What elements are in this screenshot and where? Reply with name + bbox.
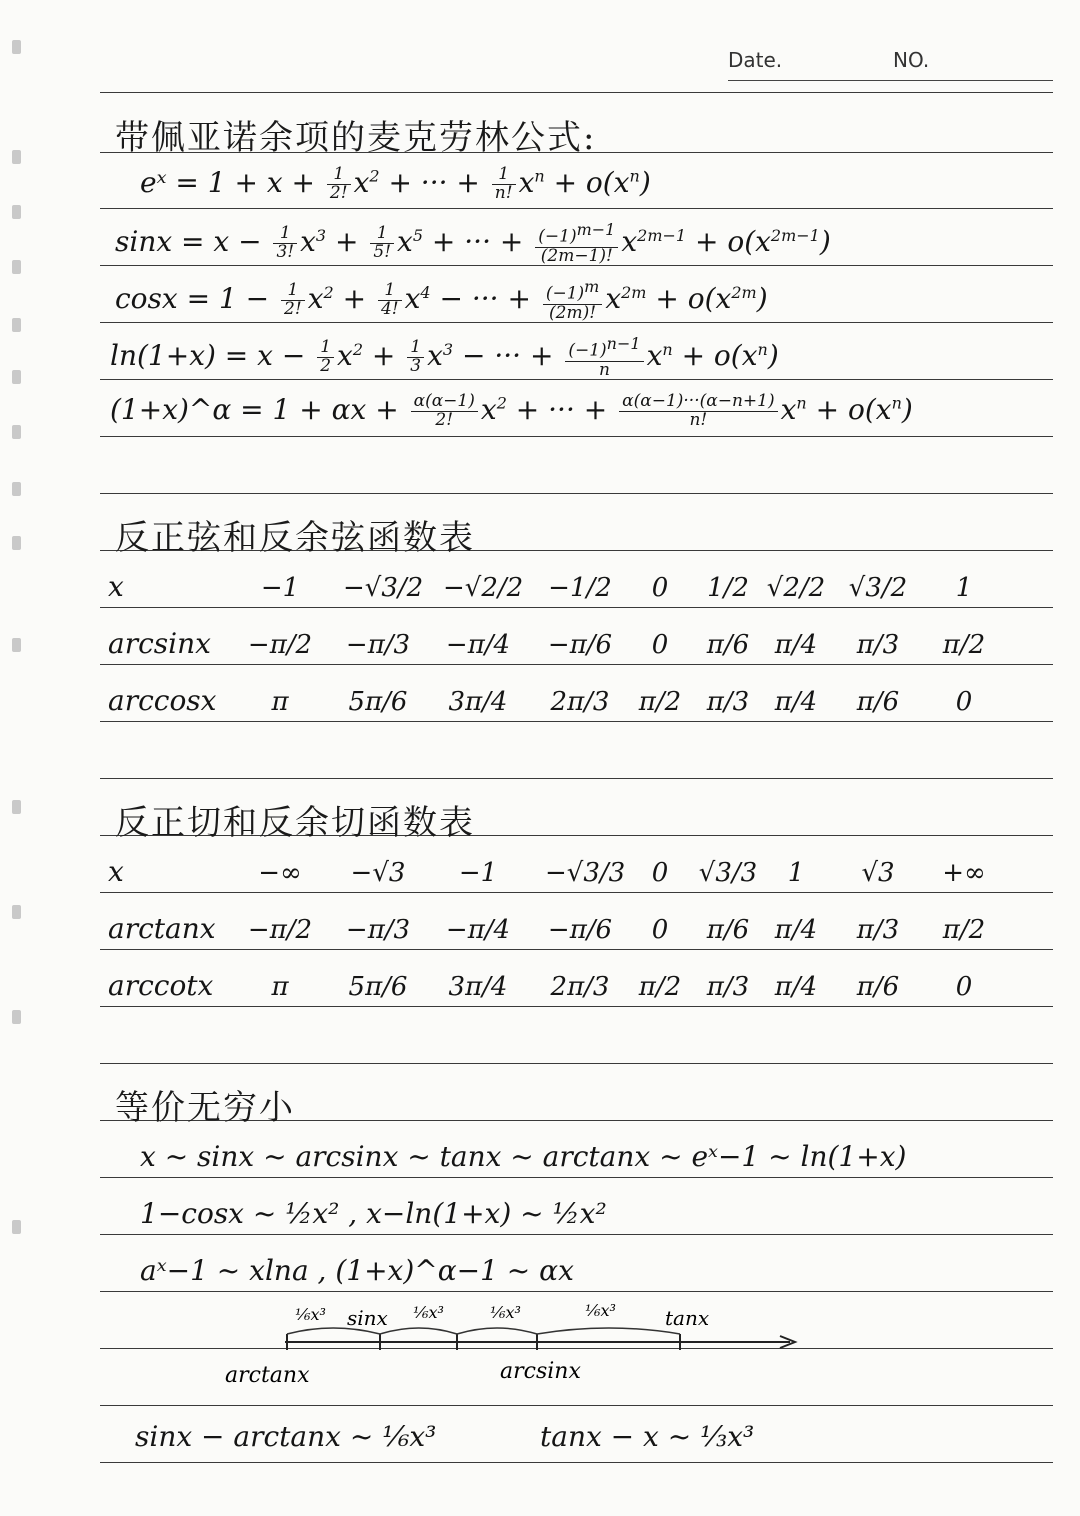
ruled-line	[100, 607, 1053, 608]
table-cell: 0	[651, 915, 669, 945]
table-cell: −√3	[350, 858, 406, 888]
axis-label-below: arctanx	[225, 1363, 310, 1388]
table-cell: −√3/2	[343, 573, 424, 603]
ruled-line	[100, 436, 1053, 437]
table-cell: 1/2	[707, 573, 749, 603]
axis-label-above: ⅙x³	[490, 1303, 521, 1322]
table-cell: −√2/2	[443, 573, 524, 603]
ruled-line	[100, 892, 1053, 893]
row-label: x	[108, 570, 124, 603]
table-cell: −1/2	[548, 573, 612, 603]
table-cell: 2π/3	[550, 972, 610, 1002]
formula-cos: cosx = 1 − $\frac{1}{2!}$ $x^2$ + $\frac{1}{4!}$ $x^4$ − ··· + $\frac{(-1)^m}{(2m)!}$ $x^{2m} + o(x^{2m})$	[115, 277, 768, 323]
formula-cos-text: cosx =	[115, 282, 211, 316]
axis-label-above: ⅙x³	[585, 1301, 616, 1320]
equivalence-line-1: x ~ sinx ~ arcsinx ~ tanx ~ arctanx ~ eˣ−1 ~ ln(1+x)	[140, 1140, 907, 1173]
final-equivalence-tan: tanx − x ~ ⅓x³	[540, 1420, 755, 1453]
table-cell: 0	[651, 573, 669, 603]
table-cell: π/4	[774, 687, 818, 717]
binder-hole	[12, 638, 21, 652]
row-label: arccotx	[108, 969, 214, 1002]
binder-hole	[12, 260, 21, 274]
table-cell: π/2	[942, 915, 986, 945]
formula-binomial-text: (1+x)^α =	[110, 393, 264, 426]
binder-hole	[12, 482, 21, 496]
infinitesimal-heading: 等价无穷小	[115, 1088, 295, 1128]
table-cell: 0	[651, 630, 669, 660]
ruled-line	[100, 721, 1053, 722]
final-equivalence-sin-arctan: sinx − arctanx ~ ⅙x³	[135, 1420, 437, 1453]
formula-sin: sinx = x − $\frac{1}{3!}$ $x^3$ + $\frac{1}{5!}$ $x^5$ + ··· + $\frac{(-1)^{m-1}}{(2m-1)!}$ $x^{2m-1} + o(x^{2m-1})$	[115, 220, 831, 266]
table-cell: π/6	[706, 915, 750, 945]
table-cell: −π/6	[547, 915, 613, 945]
table-row	[100, 610, 1053, 664]
table-cell: −π/4	[445, 630, 511, 660]
table-row	[100, 895, 1053, 949]
table-cell: π/3	[706, 687, 750, 717]
table-cell: π	[271, 972, 289, 1002]
binder-hole	[12, 1220, 21, 1234]
row-label: arccosx	[108, 684, 217, 717]
table-cell: −π/4	[445, 915, 511, 945]
table-cell: −π/2	[247, 630, 313, 660]
equivalence-line-2: 1−cosx ~ ½x² , x−ln(1+x) ~ ½x²	[140, 1197, 607, 1230]
table-row	[100, 667, 1053, 721]
table-cell: √3	[861, 858, 895, 888]
table-cell: π	[271, 687, 289, 717]
table-cell: π/6	[706, 630, 750, 660]
table-cell: π/6	[856, 687, 900, 717]
table-cell: 3π/4	[448, 687, 508, 717]
axis-label-above: tanx	[665, 1306, 710, 1330]
axis-label-above: ⅙x³	[413, 1303, 444, 1322]
table-cell: √3/2	[848, 573, 908, 603]
formula-ln: ln(1+x) = x − $\frac{1}{2}$ $x^2$ + $\frac{1}{3}$ $x^3$ − ··· + $\frac{(-1)^{n-1}}{n}$ $x^n + o(x^n)$	[110, 334, 779, 380]
row-label: arctanx	[108, 912, 216, 945]
binder-hole	[12, 150, 21, 164]
table-cell: 0	[955, 972, 973, 1002]
table-cell: π/4	[774, 972, 818, 1002]
table-cell: π/3	[706, 972, 750, 1002]
ruled-line	[100, 1063, 1053, 1064]
number-label: NO.	[893, 48, 930, 72]
table-cell: −π/6	[547, 630, 613, 660]
table-cell: π/2	[638, 972, 682, 1002]
table-cell: 1	[787, 858, 805, 888]
arctan-table-heading: 反正切和反余切函数表	[115, 803, 475, 843]
axis-label-above: sinx	[347, 1306, 388, 1330]
table-cell: −∞	[258, 858, 302, 888]
table-cell: −√3/3	[545, 858, 626, 888]
equivalence-line-3: aˣ−1 ~ xlna , (1+x)^α−1 ~ αx	[140, 1254, 574, 1287]
axis-label-below: arcsinx	[500, 1359, 581, 1384]
table-cell: −π/2	[247, 915, 313, 945]
table-cell: √2/2	[766, 573, 826, 603]
ruled-line	[100, 1177, 1053, 1178]
formula-ln-text: ln(1+x) =	[110, 339, 249, 373]
table-cell: −π/3	[345, 630, 411, 660]
table-cell: π/2	[638, 687, 682, 717]
binder-hole	[12, 205, 21, 219]
table-row	[100, 952, 1053, 1006]
date-label: Date.	[728, 48, 783, 72]
formula-binomial: (1+x)^α = 1 + αx + $\frac{\alpha(\alpha-1)}{2!}$ $x^2$ + ··· + $\frac{\alpha(\alpha-1)\cdot\cdot\cdot(\alpha-n+1)}{n!}$ $x^n + o(x^n)$	[110, 391, 913, 430]
binder-hole	[12, 370, 21, 384]
formula-sin-text: sinx =	[115, 225, 205, 259]
table-cell: π/4	[774, 915, 818, 945]
binder-hole	[12, 536, 21, 550]
table-cell: 0	[651, 858, 669, 888]
table-cell: 5π/6	[348, 972, 408, 1002]
table-cell: 3π/4	[448, 972, 508, 1002]
binder-hole	[12, 40, 21, 54]
ruled-line	[100, 949, 1053, 950]
row-label: x	[108, 855, 124, 888]
ruled-line	[100, 1006, 1053, 1007]
table-cell: π/2	[942, 630, 986, 660]
ruled-line	[100, 208, 1053, 209]
table-cell: π/6	[856, 972, 900, 1002]
binder-hole	[12, 1010, 21, 1024]
table-cell: π/3	[856, 630, 900, 660]
ruled-line	[100, 1291, 1053, 1292]
table-cell: −1	[458, 858, 498, 888]
ruled-line	[100, 1405, 1053, 1406]
table-cell: 2π/3	[550, 687, 610, 717]
formula-exp: eˣ = 1 + x + $\frac{1}{2!}$ $x^2$ + ··· + $\frac{1}{n!}$ $x^n + o(x^n)$	[140, 164, 651, 203]
header-line	[728, 80, 1053, 81]
arcsin-table-heading: 反正弦和反余弦函数表	[115, 518, 475, 558]
binder-hole	[12, 318, 21, 332]
table-cell: 5π/6	[348, 687, 408, 717]
table-cell: −1	[260, 573, 300, 603]
ruled-line	[100, 1234, 1053, 1235]
formula-exp-text: eˣ =	[140, 166, 199, 199]
table-cell: 1	[955, 573, 973, 603]
table-cell: −π/3	[345, 915, 411, 945]
table-cell: π/3	[856, 915, 900, 945]
table-row	[100, 838, 1053, 892]
table-cell: 0	[955, 687, 973, 717]
table-cell: +∞	[942, 858, 986, 888]
ruled-line	[100, 1462, 1053, 1463]
maclaurin-heading: 带佩亚诺余项的麦克劳林公式:	[115, 118, 597, 158]
axis-label-above: ⅙x³	[295, 1305, 326, 1324]
ruled-line	[100, 493, 1053, 494]
ruled-line	[100, 778, 1053, 779]
table-row	[100, 553, 1053, 607]
row-label: arcsinx	[108, 627, 211, 660]
table-cell: π/4	[774, 630, 818, 660]
binder-hole	[12, 800, 21, 814]
binder-hole	[12, 425, 21, 439]
interval-brace	[287, 1328, 680, 1334]
table-cell: √3/3	[698, 858, 758, 888]
infinitesimal-number-line	[225, 1300, 815, 1400]
ruled-line	[100, 92, 1053, 93]
ruled-line	[100, 664, 1053, 665]
binder-hole	[12, 905, 21, 919]
